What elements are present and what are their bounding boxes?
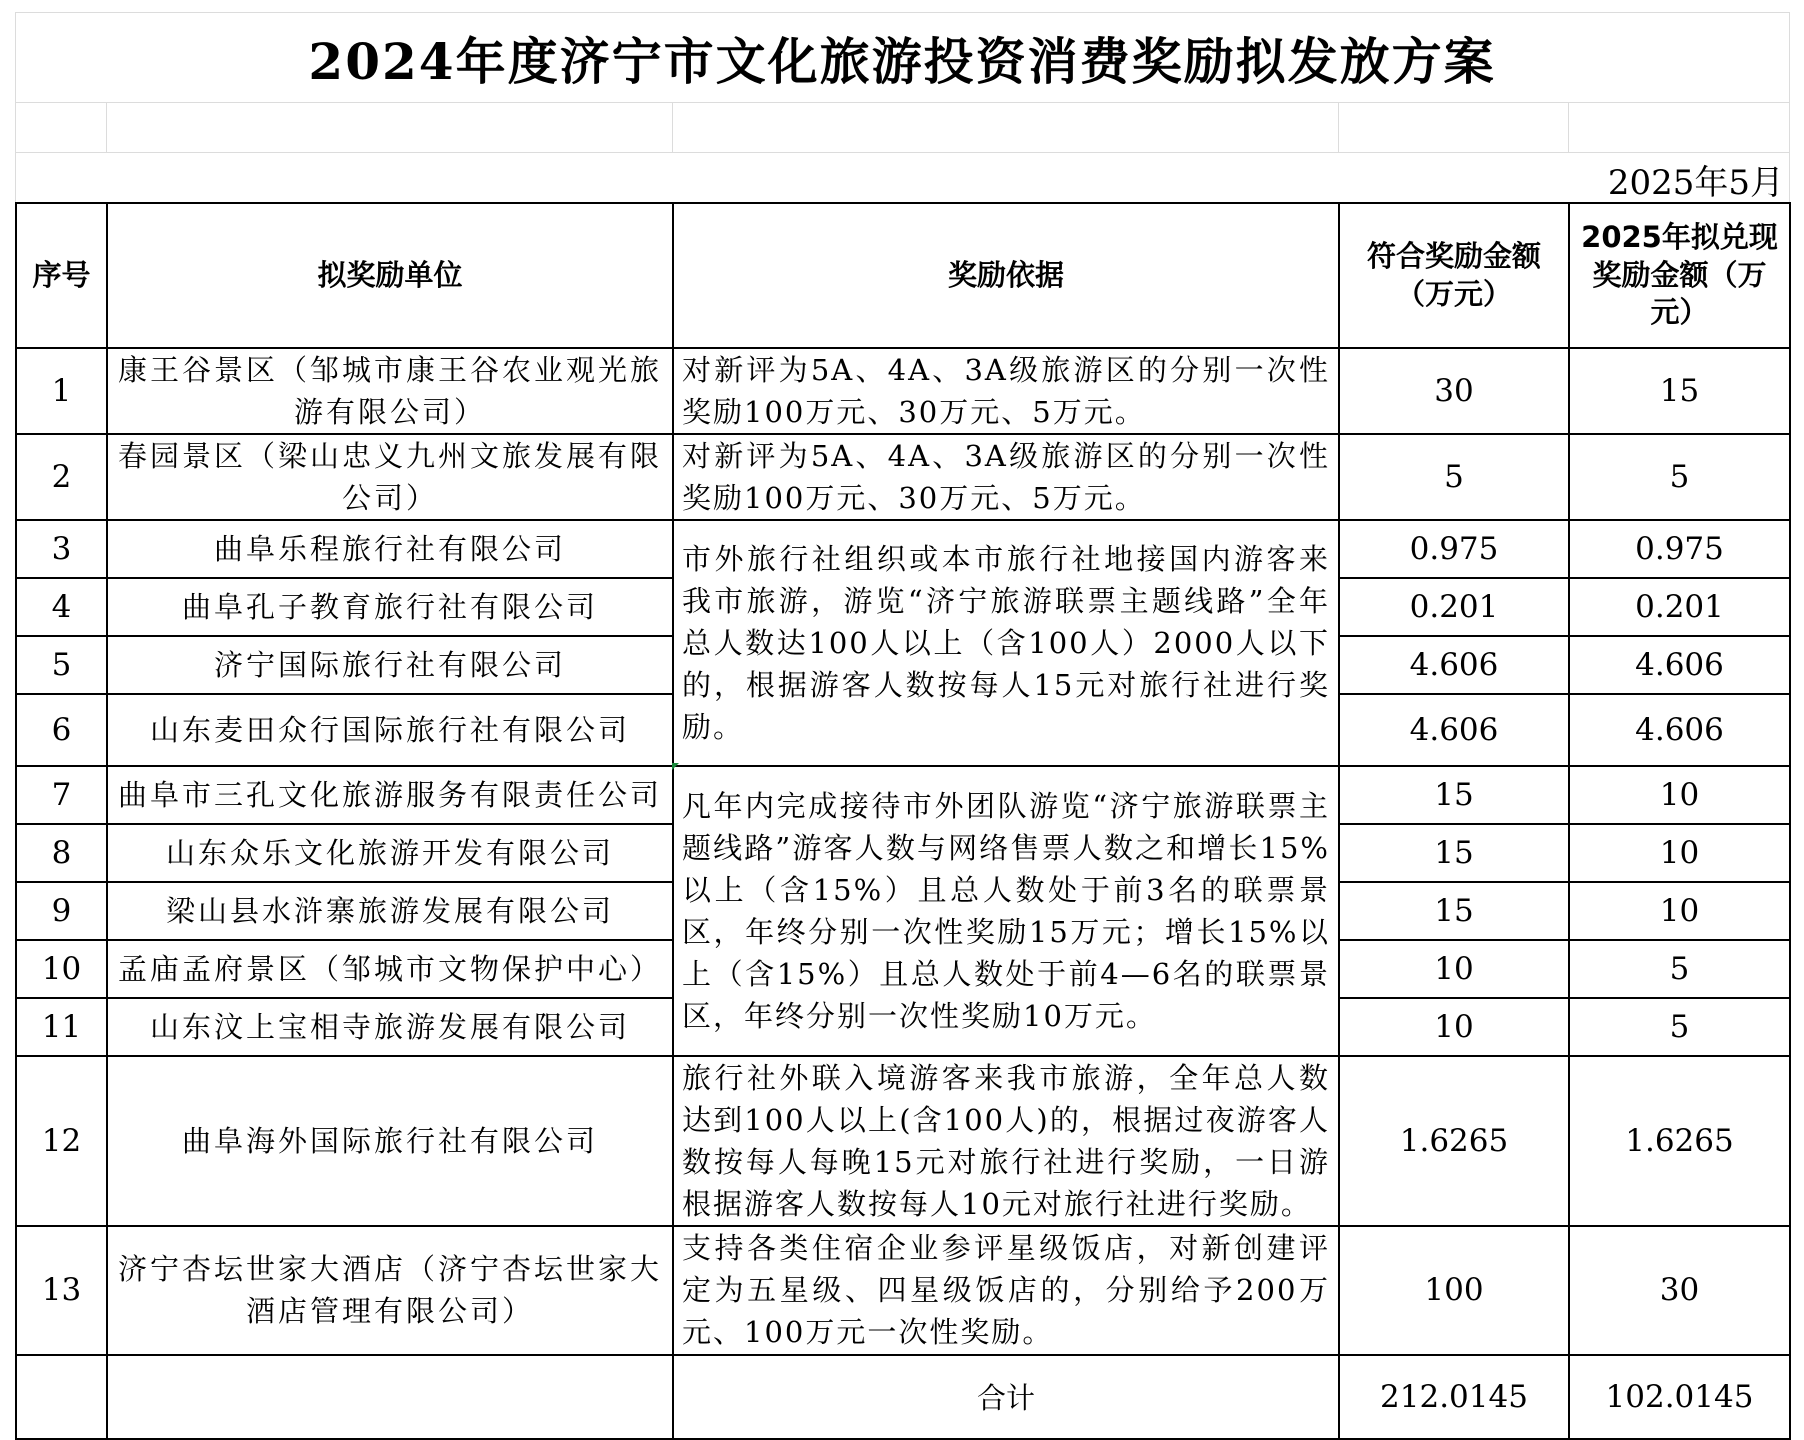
row-redeem: 1.6265 (1569, 1056, 1790, 1226)
row-amount: 0.201 (1339, 578, 1569, 636)
row-amount: 30 (1339, 348, 1569, 434)
header-unit: 拟奖励单位 (107, 203, 673, 348)
row-index: 12 (16, 1056, 107, 1226)
total-row (16, 1355, 1790, 1439)
row-amount: 15 (1339, 766, 1569, 824)
row-basis-merged: 凡年内完成接待市外团队游览“济宁旅游联票主题线路”游客人数与网络售票人数之和增长15%以上（含15%）且总人数处于前3名的联票景区，年终分别一次性奖励15万元；增长15%以上（含15%）且总人数处于前4—6名的联票景区，年终分别一次性奖励10万元。 (673, 766, 1339, 1056)
row-index: 2 (16, 434, 107, 520)
gridline (15, 152, 1789, 153)
award-table (15, 202, 1791, 1440)
table-row (16, 434, 1790, 520)
total-amount: 212.0145 (1339, 1355, 1569, 1439)
row-unit: 曲阜市三孔文化旅游服务有限责任公司 (107, 766, 673, 824)
row-redeem: 5 (1569, 998, 1790, 1056)
row-amount: 0.975 (1339, 520, 1569, 578)
row-unit: 曲阜孔子教育旅行社有限公司 (107, 578, 673, 636)
total-index-cell (16, 1355, 107, 1439)
row-index: 11 (16, 998, 107, 1056)
row-amount: 15 (1339, 824, 1569, 882)
row-index: 13 (16, 1226, 107, 1354)
row-basis: 支持各类住宿企业参评星级饭店，对新创建评定为五星级、四星级饭店的，分别给予200万元、100万元一次性奖励。 (673, 1226, 1339, 1354)
row-redeem: 5 (1569, 434, 1790, 520)
row-redeem: 0.201 (1569, 578, 1790, 636)
row-index: 9 (16, 882, 107, 940)
row-index: 1 (16, 348, 107, 434)
cell-comment-marker-icon (672, 763, 679, 770)
row-redeem: 0.975 (1569, 520, 1790, 578)
row-unit: 济宁杏坛世家大酒店（济宁杏坛世家大酒店管理有限公司） (107, 1226, 673, 1354)
row-redeem: 30 (1569, 1226, 1790, 1354)
row-index: 6 (16, 694, 107, 766)
document-date: 2025年5月 (1607, 162, 1784, 203)
table-header-row (16, 203, 1790, 348)
gridline (1789, 12, 1790, 202)
row-amount: 15 (1339, 882, 1569, 940)
row-unit: 山东麦田众行国际旅行社有限公司 (107, 694, 673, 766)
gridline (106, 102, 107, 152)
row-redeem: 4.606 (1569, 694, 1790, 766)
row-unit: 康王谷景区（邹城市康王谷农业观光旅游有限公司） (107, 348, 673, 434)
row-redeem: 10 (1569, 882, 1790, 940)
table-row (16, 766, 1790, 824)
header-redeem: 2025年拟兑现奖励金额（万元） (1569, 203, 1790, 348)
row-index: 10 (16, 940, 107, 998)
page-title: 2024年度济宁市文化旅游投资消费奖励拟发放方案 (308, 32, 1496, 91)
row-index: 8 (16, 824, 107, 882)
table-row (16, 1226, 1790, 1354)
header-amount: 符合奖励金额（万元） (1339, 203, 1569, 348)
row-basis: 对新评为5A、4A、3A级旅游区的分别一次性奖励100万元、30万元、5万元。 (673, 348, 1339, 434)
row-index: 3 (16, 520, 107, 578)
row-index: 4 (16, 578, 107, 636)
row-index: 5 (16, 636, 107, 694)
table-row (16, 1056, 1790, 1226)
row-unit: 济宁国际旅行社有限公司 (107, 636, 673, 694)
row-amount: 4.606 (1339, 636, 1569, 694)
row-unit: 春园景区（梁山忠义九州文旅发展有限公司） (107, 434, 673, 520)
row-unit: 曲阜乐程旅行社有限公司 (107, 520, 673, 578)
header-basis: 奖励依据 (673, 203, 1339, 348)
row-redeem: 10 (1569, 824, 1790, 882)
gridline (15, 102, 1789, 103)
row-unit: 梁山县水浒寨旅游发展有限公司 (107, 882, 673, 940)
row-redeem: 10 (1569, 766, 1790, 824)
table-row (16, 348, 1790, 434)
row-redeem: 15 (1569, 348, 1790, 434)
total-label: 合计 (673, 1355, 1339, 1439)
row-index: 7 (16, 766, 107, 824)
row-basis: 对新评为5A、4A、3A级旅游区的分别一次性奖励100万元、30万元、5万元。 (673, 434, 1339, 520)
row-redeem: 4.606 (1569, 636, 1790, 694)
header-idx: 序号 (16, 203, 107, 348)
row-basis: 旅行社外联入境游客来我市旅游，全年总人数达到100人以上(含100人)的，根据过夜游客人数按每人每晚15元对旅行社进行奖励，一日游根据游客人数按每人10元对旅行社进行奖励。 (673, 1056, 1339, 1226)
row-amount: 1.6265 (1339, 1056, 1569, 1226)
row-amount: 10 (1339, 940, 1569, 998)
total-redeem: 102.0145 (1569, 1355, 1790, 1439)
table-row (16, 520, 1790, 578)
gridline (672, 102, 673, 152)
row-basis-merged: 市外旅行社组织或本市旅行社地接国内游客来我市旅游，游览“济宁旅游联票主题线路”全年总人数达100人以上（含100人）2000人以下的，根据游客人数按每人15元对旅行社进行奖励。 (673, 520, 1339, 766)
row-amount: 4.606 (1339, 694, 1569, 766)
row-unit: 山东众乐文化旅游开发有限公司 (107, 824, 673, 882)
row-amount: 100 (1339, 1226, 1569, 1354)
gridline (1568, 102, 1569, 152)
row-unit: 曲阜海外国际旅行社有限公司 (107, 1056, 673, 1226)
row-amount: 10 (1339, 998, 1569, 1056)
total-unit-cell (107, 1355, 673, 1439)
row-redeem: 5 (1569, 940, 1790, 998)
row-unit: 孟庙孟府景区（邹城市文物保护中心） (107, 940, 673, 998)
row-unit: 山东汶上宝相寺旅游发展有限公司 (107, 998, 673, 1056)
gridline (15, 12, 1789, 13)
row-amount: 5 (1339, 434, 1569, 520)
gridline (1338, 102, 1339, 152)
